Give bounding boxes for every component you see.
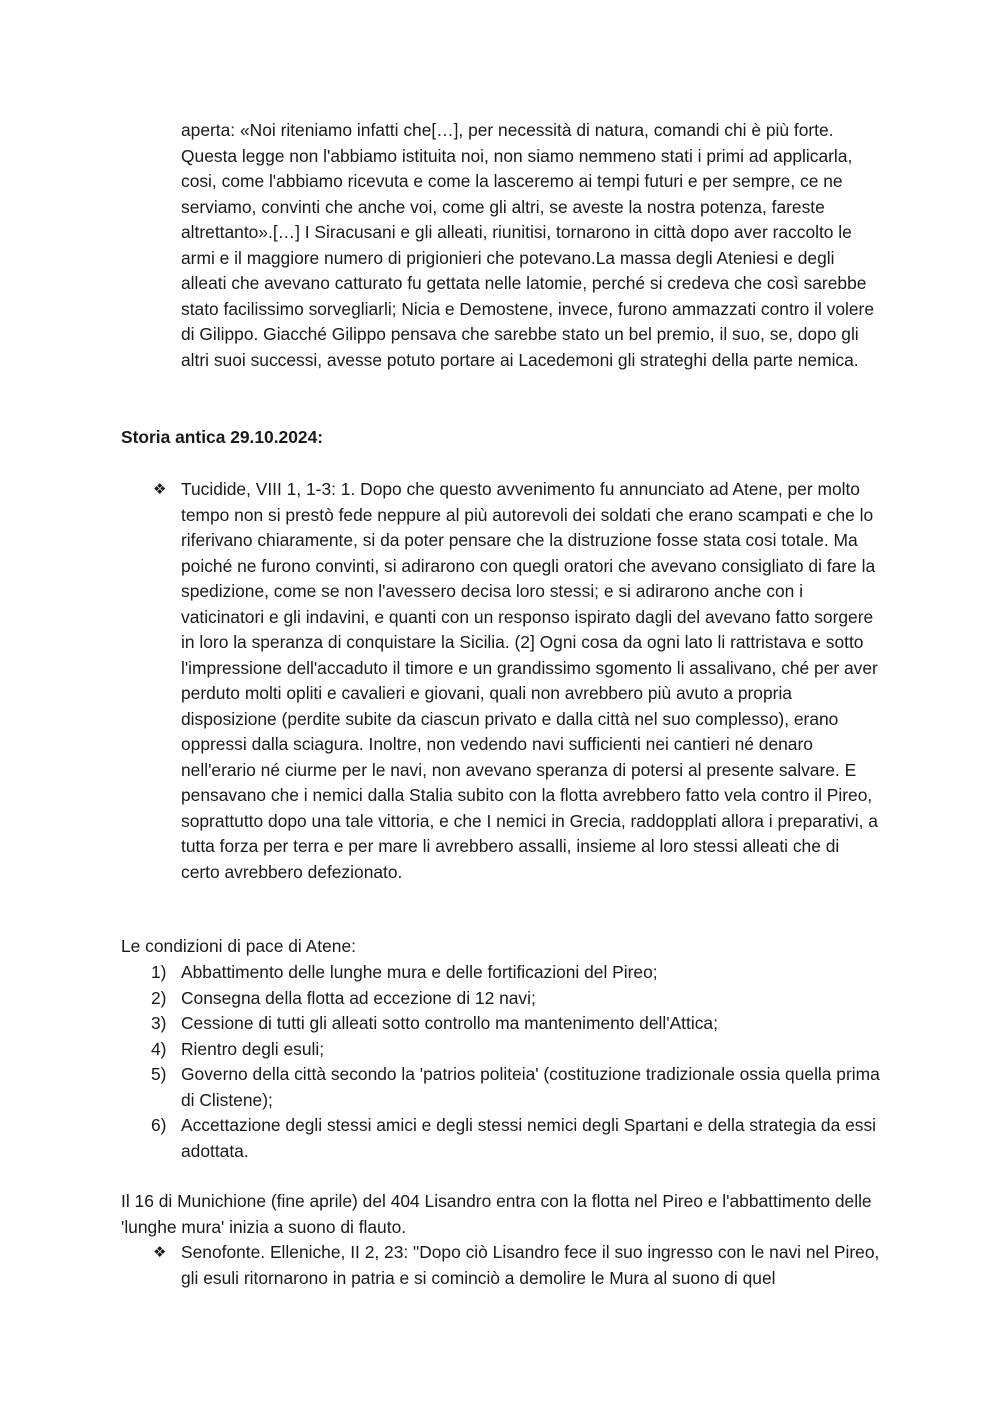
- list-item-number: 1): [151, 962, 167, 982]
- munichion-paragraph: [121, 1189, 881, 1240]
- list-item: [121, 1011, 881, 1037]
- top-quote-block: [181, 118, 881, 373]
- list-item-number: 6): [151, 1115, 167, 1135]
- list-item: [121, 1113, 881, 1164]
- list-item-text: Rientro degli esuli;: [181, 1038, 325, 1059]
- bullet-diamond-icon: ❖: [153, 481, 167, 498]
- list-item-number: 5): [151, 1064, 167, 1084]
- list-item: [121, 1062, 881, 1113]
- list-item-number: 4): [151, 1038, 167, 1059]
- peace-intro: Le condizioni di pace di Atene:: [121, 936, 356, 956]
- xenophon-bullet: [121, 1240, 881, 1291]
- section-heading: Storia antica 29.10.2024:: [121, 427, 324, 447]
- list-item-text: Consegna della flotta ad eccezione di 12 navi;: [181, 987, 536, 1008]
- list-item: [121, 986, 881, 1012]
- list-item: [121, 960, 881, 986]
- list-item: [121, 1037, 881, 1063]
- top-quote-text: aperta: «Noi riteniamo infatti che[…], per necessità di natura, comandi chi è più forte. Questa legge non l'abbiamo istituita noi, non siamo nemmeno stati i primi ad applicarla, cosi, come l'abbiamo ricevuta e come la lasceremo ai tempi futuri e per sempre, ce ne serviamo, convinti che anche voi, come gli altri, se aveste la nostra potenza, fareste altrettanto».[…] I Siracusani e gli alleati, riunitisi, tornarono in città dopo aver raccolto le armi e il maggiore numero di prigionieri che potevano.La massa degli Ateniesi e degli alleati che avevano catturato fu gettata nelle latomie, perché si credeva che così sarebbe stato facilissimo sorvegliarli; Nicia e Demostene, invece, furono ammazzati contro il volere di Gilippo. Giacché Gilippo pensava che sarebbe stato un bel premio, il suo, se, dopo gli altri suoi successi, avesse potuto portare ai Lacedemoni gli strateghi della parte nemica.: [181, 120, 875, 370]
- munichion-text: Il 16 di Munichione (fine aprile) del 404 Lisandro entra con la flotta nel Pireo e l'abbattimento delle 'lunghe mura' inizia a suono di flauto.: [121, 1191, 872, 1237]
- list-item-text: Cessione di tutti gli alleati sotto controllo ma mantenimento dell'Attica;: [181, 1013, 718, 1033]
- thucydides-quote-text: Tucidide, VIII 1, 1-3: 1. Dopo che questo avvenimento fu annunciato ad Atene, per molto tempo non si prestò fede neppure al più autorevoli dei soldati che erano scampati e che lo riferivano chiaramente, si da poter pensare che la distruzione fosse stata cosi totale. Ma poiché ne furono convinti, si adirarono con quegli oratori che avevano consigliato di fare la spedizione, come se non l'avessero decisa loro stessi; e si adirarono anche con i vaticinatori e gli indavini, e quanti con un responso ispirato dagli del avevano fatto sorgere in loro la speranza di conquistare la Sicilia. (2] Ogni cosa da ogni lato li rattristava e sotto l'impressione dell'accaduto il timore e un grandissimo sgomento li assalivano, ché per aver perduto molti opliti e cavalieri e giovani, quali non avrebbero più avuto a propria disposizione (perdite subite da ciascun privato e dalla città nel suo complesso), erano oppressi dalla sciagura. Inoltre, non vedendo navi sufficienti nei cantieri né denaro nell'erario né ciurme per le navi, non avevano speranza di potersi al presente salvare. E pensavano che i nemici dalla Stalia subito con la flotta avrebbero fatto vela contro il Pireo, soprattutto dopo una tale vittoria, e che I nemici in Grecia, raddopplati allora i preparativi, a tutta forza per terra e per mare li avrebbero assalli, insieme al loro stessi alleati che di certo avrebbero defezionato.: [181, 479, 878, 882]
- peace-conditions-list: [121, 960, 881, 1164]
- list-item-text: Accettazione degli stessi amici e degli stessi nemici degli Spartani e della strategia da essi adottata.: [181, 1115, 877, 1161]
- xenophon-quote-text: Senofonte. Elleniche, II 2, 23: "Dopo ciò Lisandro fece il suo ingresso con le navi nel Pireo, gli esuli ritornarono in patria e si cominciò a demolire le Mura al suono di quel: [181, 1242, 880, 1288]
- list-item-text: Governo della città secondo la 'patrios politeia' (costituzione tradizionale ossia quella prima di Clistene);: [181, 1064, 880, 1110]
- thucydides-bullet: [121, 477, 881, 885]
- list-item-text: Abbattimento delle lunghe mura e delle fortificazioni del Pireo;: [181, 962, 658, 982]
- list-item-number: 2): [151, 987, 167, 1008]
- list-item-number: 3): [151, 1013, 167, 1033]
- bullet-diamond-icon: ❖: [153, 1244, 167, 1261]
